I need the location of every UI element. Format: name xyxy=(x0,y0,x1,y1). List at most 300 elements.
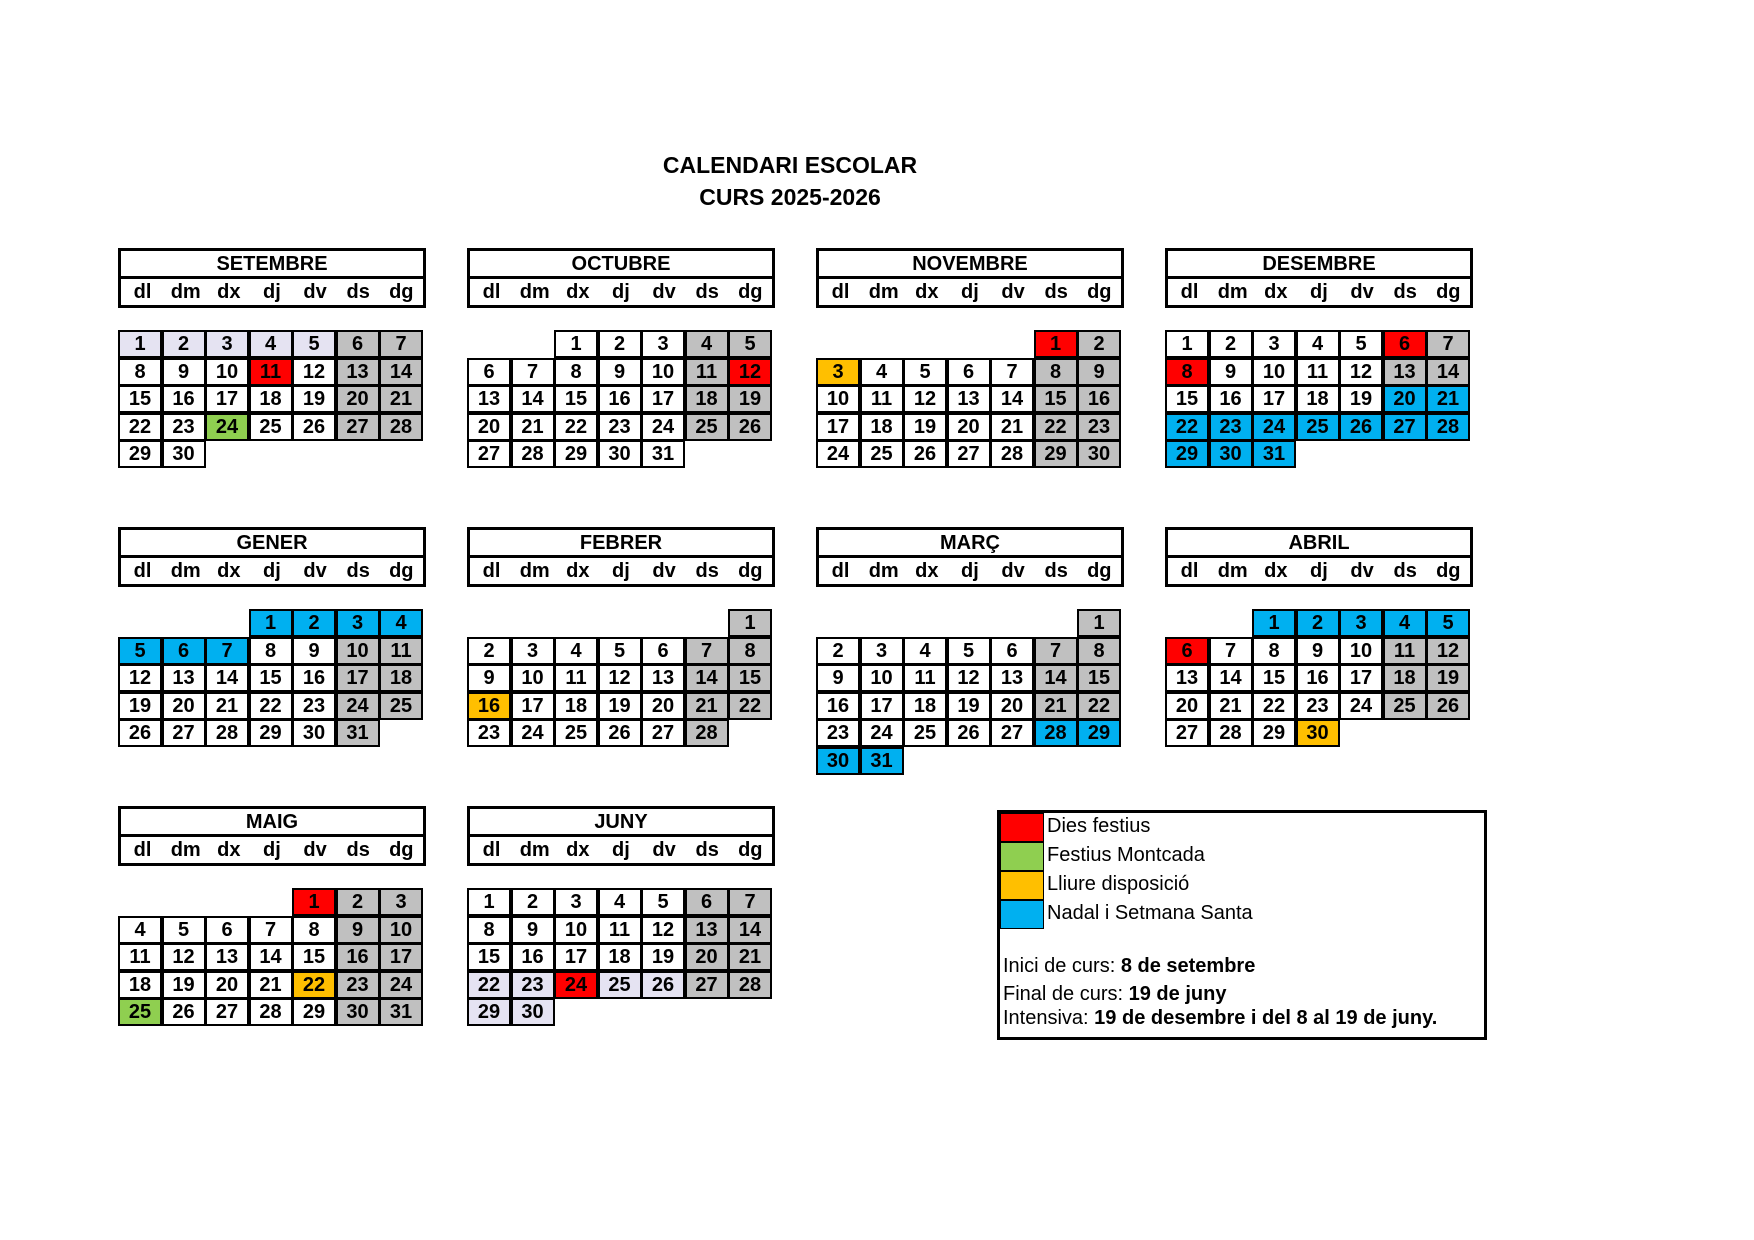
day-cell: 27 xyxy=(685,971,729,999)
day-cell: 27 xyxy=(990,719,1034,747)
day-cell: 26 xyxy=(1426,692,1470,720)
day-cell: 21 xyxy=(379,385,423,413)
day-cell: 23 xyxy=(336,971,380,999)
day-cell: 24 xyxy=(1252,413,1296,441)
day-cell: 1 xyxy=(1034,330,1078,358)
day-cell: 25 xyxy=(379,692,423,720)
day-cell: 8 xyxy=(1077,637,1121,665)
weekday-label: dj xyxy=(612,560,630,582)
day-cell: 22 xyxy=(1077,692,1121,720)
day-cell: 18 xyxy=(1383,664,1427,692)
course-start-value: 8 de setembre xyxy=(1120,955,1256,977)
intensive-schedule xyxy=(1003,1006,1437,1030)
day-cell: 26 xyxy=(947,719,991,747)
day-cell: 27 xyxy=(641,719,685,747)
day-cell: 8 xyxy=(1034,358,1078,386)
day-cell: 6 xyxy=(641,637,685,665)
day-cell: 13 xyxy=(205,943,249,971)
course-title: CURS 2025-2026 xyxy=(699,184,881,210)
day-cell: 10 xyxy=(379,916,423,944)
weekday-label: ds xyxy=(346,560,370,582)
month-name: DESEMBRE xyxy=(1168,251,1470,279)
weekday-label: dj xyxy=(612,281,630,303)
day-cell: 26 xyxy=(641,971,685,999)
day-cell: 30 xyxy=(336,998,380,1026)
days-grid xyxy=(118,609,426,747)
day-cell: 14 xyxy=(728,916,772,944)
day-cell: 10 xyxy=(511,664,555,692)
day-cell: 14 xyxy=(205,664,249,692)
course-end xyxy=(1003,982,1226,1006)
day-cell: 5 xyxy=(641,888,685,916)
day-cell: 6 xyxy=(1165,637,1209,665)
weekday-label: dl xyxy=(831,281,850,303)
weekday-label: dl xyxy=(133,839,152,861)
day-cell: 18 xyxy=(379,664,423,692)
day-cell: 27 xyxy=(336,413,380,441)
day-cell: 20 xyxy=(162,692,206,720)
day-cell: 2 xyxy=(1077,330,1121,358)
weekday-label: dm xyxy=(868,281,899,303)
day-cell: 2 xyxy=(336,888,380,916)
day-cell: 21 xyxy=(511,413,555,441)
day-cell: 15 xyxy=(554,385,598,413)
weekday-label: dj xyxy=(263,281,281,303)
day-cell: 1 xyxy=(1077,609,1121,637)
day-cell: 3 xyxy=(1252,330,1296,358)
weekday-label: dv xyxy=(1350,281,1374,303)
weekday-label: dm xyxy=(170,281,201,303)
day-cell: 17 xyxy=(860,692,904,720)
day-cell: 11 xyxy=(860,385,904,413)
day-cell: 6 xyxy=(336,330,380,358)
day-cell: 3 xyxy=(379,888,423,916)
day-cell: 22 xyxy=(292,971,336,999)
day-cell: 13 xyxy=(641,664,685,692)
days-grid xyxy=(118,888,426,1026)
day-cell: 18 xyxy=(1296,385,1340,413)
weekday-label: dm xyxy=(170,839,201,861)
day-cell: 25 xyxy=(1383,692,1427,720)
weekday-label: dl xyxy=(1180,281,1199,303)
day-cell: 17 xyxy=(205,385,249,413)
day-cell: 22 xyxy=(1034,413,1078,441)
day-cell: 5 xyxy=(598,637,642,665)
day-cell: 4 xyxy=(249,330,293,358)
weekday-label: dx xyxy=(915,560,939,582)
weekday-label: dg xyxy=(1436,560,1461,582)
day-cell: 23 xyxy=(1296,692,1340,720)
day-cell: 9 xyxy=(467,664,511,692)
day-cell: 4 xyxy=(379,609,423,637)
weekday-row xyxy=(470,837,772,863)
intensive-value: 19 de desembre i del 8 al 19 de juny. xyxy=(1094,1007,1438,1029)
day-cell: 5 xyxy=(728,330,772,358)
day-cell: 7 xyxy=(1209,637,1253,665)
day-cell: 25 xyxy=(554,719,598,747)
day-cell: 2 xyxy=(816,637,860,665)
legend-item-lliure xyxy=(1000,871,1484,900)
day-cell: 10 xyxy=(641,358,685,386)
day-cell: 19 xyxy=(903,413,947,441)
day-cell: 8 xyxy=(118,358,162,386)
day-cell: 19 xyxy=(1339,385,1383,413)
month-name: MARÇ xyxy=(819,530,1121,558)
days-grid xyxy=(467,888,775,1026)
day-cell: 30 xyxy=(816,747,860,775)
day-cell: 11 xyxy=(1296,358,1340,386)
day-cell: 14 xyxy=(511,385,555,413)
day-cell: 21 xyxy=(728,943,772,971)
weekday-label: dv xyxy=(1350,560,1374,582)
weekday-row xyxy=(819,279,1121,305)
day-cell: 2 xyxy=(598,330,642,358)
day-cell: 22 xyxy=(249,692,293,720)
month-header xyxy=(1165,527,1473,587)
weekday-label: dg xyxy=(389,560,414,582)
course-end-label: Final de curs: xyxy=(1003,983,1124,1005)
day-cell: 2 xyxy=(467,637,511,665)
weekday-label: dj xyxy=(612,839,630,861)
day-cell: 11 xyxy=(249,358,293,386)
day-cell: 20 xyxy=(641,692,685,720)
day-cell: 30 xyxy=(162,440,206,468)
weekday-row xyxy=(470,558,772,584)
weekday-label: ds xyxy=(695,281,719,303)
day-cell: 29 xyxy=(1252,719,1296,747)
day-cell: 24 xyxy=(816,440,860,468)
legend-swatch-orange xyxy=(1000,871,1044,900)
days-grid xyxy=(1165,609,1473,747)
day-cell: 21 xyxy=(1209,692,1253,720)
month-1 xyxy=(467,248,775,468)
month-3 xyxy=(1165,248,1473,468)
weekday-label: dv xyxy=(1001,281,1025,303)
weekday-label: ds xyxy=(1393,560,1417,582)
month-4 xyxy=(118,527,426,747)
weekday-label: dl xyxy=(133,281,152,303)
course-start xyxy=(1003,954,1255,978)
day-cell: 15 xyxy=(467,943,511,971)
month-name: NOVEMBRE xyxy=(819,251,1121,279)
day-cell: 24 xyxy=(379,971,423,999)
weekday-label: dx xyxy=(566,281,590,303)
day-cell: 19 xyxy=(292,385,336,413)
month-header xyxy=(816,248,1124,308)
day-cell: 30 xyxy=(1209,440,1253,468)
weekday-label: dl xyxy=(1180,560,1199,582)
day-cell: 17 xyxy=(554,943,598,971)
day-cell: 23 xyxy=(1077,413,1121,441)
day-cell: 19 xyxy=(947,692,991,720)
legend-item-festius xyxy=(1000,813,1484,842)
month-header xyxy=(118,248,426,308)
day-cell: 29 xyxy=(554,440,598,468)
day-cell: 19 xyxy=(118,692,162,720)
day-cell: 25 xyxy=(118,998,162,1026)
day-cell: 26 xyxy=(728,413,772,441)
day-cell: 19 xyxy=(641,943,685,971)
day-cell: 15 xyxy=(292,943,336,971)
month-name: FEBRER xyxy=(470,530,772,558)
day-cell: 1 xyxy=(118,330,162,358)
weekday-label: dx xyxy=(217,839,241,861)
weekday-label: dx xyxy=(1264,281,1288,303)
day-cell: 29 xyxy=(1165,440,1209,468)
month-2 xyxy=(816,248,1124,468)
day-cell: 27 xyxy=(162,719,206,747)
day-cell: 20 xyxy=(947,413,991,441)
weekday-label: dx xyxy=(566,839,590,861)
day-cell: 18 xyxy=(598,943,642,971)
weekday-label: dm xyxy=(519,839,550,861)
day-cell: 9 xyxy=(598,358,642,386)
day-cell: 24 xyxy=(860,719,904,747)
weekday-label: dv xyxy=(303,560,327,582)
day-cell: 22 xyxy=(554,413,598,441)
day-cell: 23 xyxy=(511,971,555,999)
day-cell: 26 xyxy=(118,719,162,747)
day-cell: 29 xyxy=(467,998,511,1026)
day-cell: 15 xyxy=(1077,664,1121,692)
day-cell: 17 xyxy=(1252,385,1296,413)
day-cell: 4 xyxy=(1296,330,1340,358)
day-cell: 11 xyxy=(1383,637,1427,665)
day-cell: 10 xyxy=(1339,637,1383,665)
day-cell: 26 xyxy=(1339,413,1383,441)
day-cell: 14 xyxy=(249,943,293,971)
month-header xyxy=(1165,248,1473,308)
day-cell: 15 xyxy=(1034,385,1078,413)
weekday-label: ds xyxy=(1044,560,1068,582)
month-name: GENER xyxy=(121,530,423,558)
legend-label: Festius Montcada xyxy=(1047,844,1205,866)
day-cell: 17 xyxy=(379,943,423,971)
month-5 xyxy=(467,527,775,747)
weekday-label: dj xyxy=(1310,560,1328,582)
day-cell: 20 xyxy=(685,943,729,971)
day-cell: 13 xyxy=(990,664,1034,692)
weekday-label: dx xyxy=(217,560,241,582)
day-cell: 21 xyxy=(685,692,729,720)
weekday-label: dl xyxy=(482,281,501,303)
day-cell: 14 xyxy=(1034,664,1078,692)
day-cell: 12 xyxy=(1426,637,1470,665)
month-name: JUNY xyxy=(470,809,772,837)
weekday-label: dg xyxy=(1436,281,1461,303)
day-cell: 5 xyxy=(1426,609,1470,637)
day-cell: 7 xyxy=(990,358,1034,386)
weekday-label: dx xyxy=(915,281,939,303)
days-grid xyxy=(816,609,1124,772)
legend-label: Lliure disposició xyxy=(1047,873,1190,895)
day-cell: 31 xyxy=(860,747,904,775)
day-cell: 19 xyxy=(162,971,206,999)
day-cell: 2 xyxy=(162,330,206,358)
weekday-label: dl xyxy=(482,560,501,582)
days-grid xyxy=(467,330,775,468)
day-cell: 15 xyxy=(1165,385,1209,413)
day-cell: 7 xyxy=(1034,637,1078,665)
day-cell: 10 xyxy=(554,916,598,944)
day-cell: 23 xyxy=(598,413,642,441)
day-cell: 8 xyxy=(467,916,511,944)
day-cell: 13 xyxy=(336,358,380,386)
day-cell: 29 xyxy=(1077,719,1121,747)
day-cell: 18 xyxy=(860,413,904,441)
weekday-label: dv xyxy=(652,839,676,861)
day-cell: 31 xyxy=(1252,440,1296,468)
day-cell: 20 xyxy=(336,385,380,413)
day-cell: 3 xyxy=(860,637,904,665)
day-cell: 11 xyxy=(685,358,729,386)
day-cell: 16 xyxy=(816,692,860,720)
day-cell: 13 xyxy=(467,385,511,413)
day-cell: 17 xyxy=(511,692,555,720)
day-cell: 14 xyxy=(1209,664,1253,692)
day-cell: 8 xyxy=(728,637,772,665)
weekday-label: ds xyxy=(695,560,719,582)
weekday-label: ds xyxy=(1044,281,1068,303)
day-cell: 3 xyxy=(511,637,555,665)
weekday-label: dg xyxy=(1087,281,1112,303)
day-cell: 31 xyxy=(336,719,380,747)
day-cell: 20 xyxy=(1383,385,1427,413)
day-cell: 9 xyxy=(162,358,206,386)
weekday-label: dj xyxy=(961,560,979,582)
day-cell: 23 xyxy=(292,692,336,720)
days-grid xyxy=(467,609,775,747)
day-cell: 28 xyxy=(1034,719,1078,747)
day-cell: 29 xyxy=(249,719,293,747)
weekday-label: dx xyxy=(566,560,590,582)
day-cell: 18 xyxy=(118,971,162,999)
month-name: SETEMBRE xyxy=(121,251,423,279)
day-cell: 14 xyxy=(379,358,423,386)
weekday-label: dl xyxy=(831,560,850,582)
day-cell: 26 xyxy=(598,719,642,747)
days-grid xyxy=(118,330,426,468)
day-cell: 28 xyxy=(1426,413,1470,441)
day-cell: 11 xyxy=(598,916,642,944)
day-cell: 3 xyxy=(205,330,249,358)
day-cell: 3 xyxy=(816,358,860,386)
day-cell: 5 xyxy=(118,637,162,665)
day-cell: 28 xyxy=(990,440,1034,468)
day-cell: 2 xyxy=(292,609,336,637)
month-header xyxy=(467,248,775,308)
day-cell: 28 xyxy=(511,440,555,468)
day-cell: 2 xyxy=(1209,330,1253,358)
calendar-title: CALENDARI ESCOLAR xyxy=(662,152,918,178)
day-cell: 26 xyxy=(162,998,206,1026)
day-cell: 5 xyxy=(162,916,206,944)
weekday-label: ds xyxy=(1393,281,1417,303)
month-header xyxy=(816,527,1124,587)
day-cell: 18 xyxy=(685,385,729,413)
day-cell: 24 xyxy=(511,719,555,747)
day-cell: 16 xyxy=(511,943,555,971)
day-cell: 12 xyxy=(728,358,772,386)
day-cell: 4 xyxy=(118,916,162,944)
legend-swatch-green xyxy=(1000,842,1044,871)
legend-swatch-red xyxy=(1000,813,1044,842)
day-cell: 4 xyxy=(1383,609,1427,637)
weekday-label: dj xyxy=(263,839,281,861)
legend-item-montcada xyxy=(1000,842,1484,871)
day-cell: 23 xyxy=(816,719,860,747)
day-cell: 27 xyxy=(1165,719,1209,747)
day-cell: 8 xyxy=(1165,358,1209,386)
day-cell: 9 xyxy=(1209,358,1253,386)
day-cell: 27 xyxy=(205,998,249,1026)
day-cell: 23 xyxy=(1209,413,1253,441)
legend-box xyxy=(997,810,1487,1040)
day-cell: 2 xyxy=(1296,609,1340,637)
weekday-label: dv xyxy=(652,560,676,582)
weekday-label: dg xyxy=(1087,560,1112,582)
day-cell: 25 xyxy=(685,413,729,441)
day-cell: 28 xyxy=(1209,719,1253,747)
weekday-row xyxy=(121,558,423,584)
day-cell: 14 xyxy=(990,385,1034,413)
day-cell: 21 xyxy=(1034,692,1078,720)
day-cell: 25 xyxy=(598,971,642,999)
day-cell: 12 xyxy=(641,916,685,944)
day-cell: 1 xyxy=(1165,330,1209,358)
weekday-label: dj xyxy=(1310,281,1328,303)
day-cell: 21 xyxy=(1426,385,1470,413)
day-cell: 7 xyxy=(685,637,729,665)
day-cell: 13 xyxy=(1165,664,1209,692)
weekday-row xyxy=(819,558,1121,584)
day-cell: 28 xyxy=(205,719,249,747)
month-header xyxy=(118,527,426,587)
day-cell: 29 xyxy=(292,998,336,1026)
day-cell: 21 xyxy=(205,692,249,720)
day-cell: 6 xyxy=(1383,330,1427,358)
day-cell: 22 xyxy=(467,971,511,999)
day-cell: 17 xyxy=(816,413,860,441)
day-cell: 1 xyxy=(249,609,293,637)
day-cell: 28 xyxy=(379,413,423,441)
day-cell: 10 xyxy=(860,664,904,692)
day-cell: 26 xyxy=(903,440,947,468)
day-cell: 1 xyxy=(1252,609,1296,637)
weekday-label: dv xyxy=(303,281,327,303)
day-cell: 30 xyxy=(1296,719,1340,747)
day-cell: 18 xyxy=(249,385,293,413)
day-cell: 20 xyxy=(990,692,1034,720)
weekday-label: dv xyxy=(652,281,676,303)
weekday-label: ds xyxy=(695,839,719,861)
day-cell: 7 xyxy=(728,888,772,916)
month-8 xyxy=(118,806,426,1026)
day-cell: 6 xyxy=(685,888,729,916)
day-cell: 2 xyxy=(511,888,555,916)
day-cell: 11 xyxy=(118,943,162,971)
day-cell: 25 xyxy=(903,719,947,747)
weekday-label: dg xyxy=(738,839,763,861)
day-cell: 3 xyxy=(554,888,598,916)
day-cell: 4 xyxy=(598,888,642,916)
legend-label: Nadal i Setmana Santa xyxy=(1047,902,1253,924)
day-cell: 7 xyxy=(1426,330,1470,358)
weekday-label: dj xyxy=(961,281,979,303)
day-cell: 20 xyxy=(205,971,249,999)
day-cell: 11 xyxy=(379,637,423,665)
day-cell: 22 xyxy=(1252,692,1296,720)
